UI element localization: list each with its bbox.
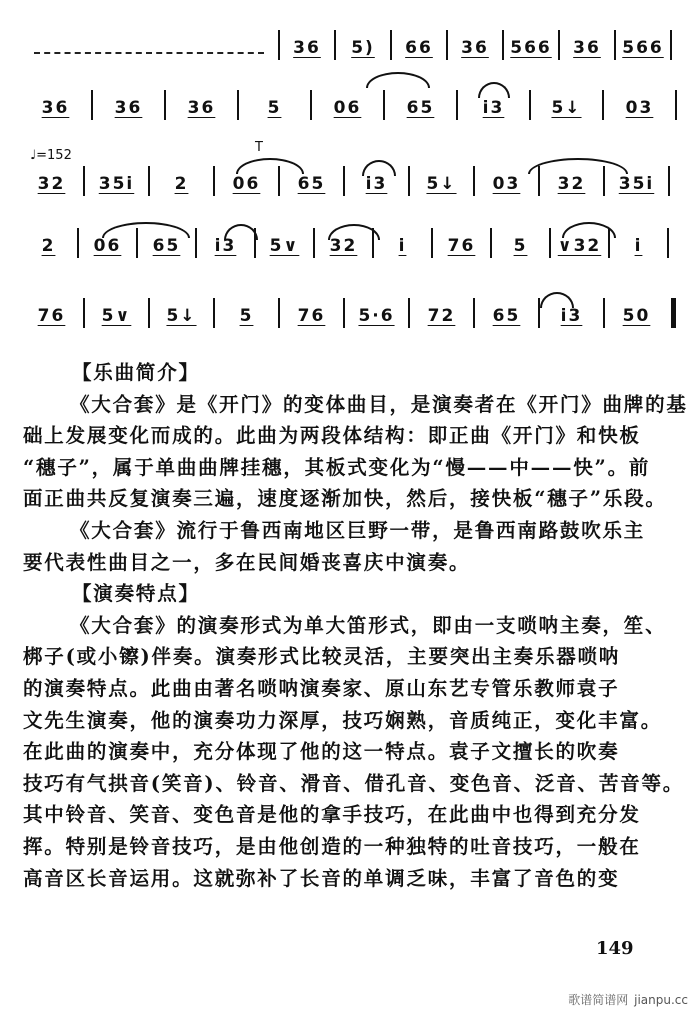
text-line: 《大合套》流行于鲁西南地区巨野一带，是鲁西南路鼓吹乐主 <box>70 518 646 542</box>
text-line: 《大合套》的演奏形式为单大笛形式，即由一支唢呐主奏，笙、 <box>70 613 667 637</box>
measure: i3 <box>214 236 237 256</box>
ornament-mark: T <box>255 140 263 155</box>
measure: 76 <box>37 306 66 326</box>
measure: 566 <box>622 38 664 58</box>
text-line: 技巧有气拱音(笑音)、铃音、滑音、借孔音、变色音、泛音、苦音等。 <box>23 771 685 795</box>
barline <box>671 298 676 328</box>
barline <box>668 166 670 196</box>
paragraph-features <box>23 610 690 894</box>
tempo-mark: ♩=152 <box>30 148 72 163</box>
score-row-1 <box>278 22 686 64</box>
measure: 5 <box>239 306 254 326</box>
text-line: 其中铃音、笑音、变色音是他的拿手技巧，在此曲中也得到充分发 <box>23 803 641 827</box>
text-line: 面正曲共反复演奏三遍，速度逐渐加快，然后，接快板“穗子”乐段。 <box>23 487 667 511</box>
measure: 2 <box>174 174 189 194</box>
measure: i <box>398 236 407 256</box>
measure: 32 <box>329 236 358 256</box>
measure: 36 <box>114 98 143 118</box>
measure: 5↓ <box>166 306 197 326</box>
measure: 66 <box>405 38 433 58</box>
measure: 5∨ <box>101 306 132 326</box>
measure: 03 <box>492 174 521 194</box>
measure: ∨32 <box>557 236 602 256</box>
measure: 5 <box>513 236 528 256</box>
measure: i3 <box>560 306 583 326</box>
measure: 65 <box>406 98 435 118</box>
measure: i3 <box>482 98 505 118</box>
text-line: 挥。特别是铃音技巧，是由他创造的一种独特的吐音技巧，一般在 <box>23 834 641 858</box>
measure: 5·6 <box>358 306 395 326</box>
jianpu-score <box>0 0 700 350</box>
barline <box>675 90 677 120</box>
text-line: 《大合套》是《开门》的变体曲目，是演奏者在《开门》曲牌的基 <box>70 392 688 416</box>
measure: 06 <box>333 98 362 118</box>
text-line: 文先生演奏，他的演奏功力深厚，技巧娴熟，音质纯正，变化丰富。 <box>23 708 663 732</box>
measure: 76 <box>297 306 326 326</box>
watermark-url: jianpu.cc <box>634 993 688 1007</box>
measure: 32 <box>557 174 586 194</box>
section-heading-features: 【演奏特点】 <box>72 582 200 606</box>
text-line: 高音区长音运用。这就弥补了长音的单调乏味，丰富了音色的变 <box>23 866 620 890</box>
measure: 5) <box>351 38 375 58</box>
measure: 65 <box>297 174 326 194</box>
measure: 36 <box>41 98 70 118</box>
measure: 566 <box>510 38 552 58</box>
staff-lead-line <box>34 52 264 54</box>
article-body <box>23 357 690 894</box>
measure: i3 <box>365 174 388 194</box>
section-heading-intro: 【乐曲简介】 <box>72 361 200 384</box>
paragraph-intro-1 <box>23 389 690 515</box>
measure: i <box>634 236 643 256</box>
measure: 36 <box>187 98 216 118</box>
measure: 5 <box>267 98 282 118</box>
barline <box>667 228 669 258</box>
watermark <box>568 991 688 1008</box>
slur-mark <box>366 72 430 88</box>
text-line: 要代表性曲目之一，多在民间婚丧喜庆中演奏。 <box>23 550 471 574</box>
measure: 36 <box>573 38 601 58</box>
text-line: 的演奏特点。此曲由著名唢呐演奏家、原山东艺专管乐教师袁子 <box>23 676 620 700</box>
measure: 32 <box>37 174 66 194</box>
measure: 50 <box>622 306 651 326</box>
page-number: 149 <box>596 938 634 959</box>
measure: 76 <box>447 236 476 256</box>
measure: 2 <box>41 236 56 256</box>
measure: 36 <box>293 38 321 58</box>
text-line: 梆子(或小镲)伴奏。演奏形式比较灵活，主要突出主奏乐器唢呐 <box>23 645 621 669</box>
measure: 5↓ <box>426 174 457 194</box>
measure: 36 <box>461 38 489 58</box>
measure: 5∨ <box>269 236 300 256</box>
barline <box>670 30 672 60</box>
measure: 65 <box>152 236 181 256</box>
measure: 03 <box>625 98 654 118</box>
text-line: 础上发展变化而成的。此曲为两段体结构：即正曲《开门》和快板 <box>23 424 641 448</box>
paragraph-intro-2 <box>23 515 690 578</box>
measure: 65 <box>492 306 521 326</box>
text-line: “穗子”，属于单曲曲牌挂穗，其板式变化为“慢——中——快”。前 <box>23 455 651 479</box>
measure: 5↓ <box>551 98 582 118</box>
measure: 35i <box>618 174 655 194</box>
measure: 06 <box>232 174 261 194</box>
text-line: 在此曲的演奏中，充分体现了他的这一特点。袁子文擅长的吹奏 <box>23 740 620 764</box>
measure: 06 <box>93 236 122 256</box>
score-row-5 <box>20 290 686 332</box>
watermark-site-name: 歌谱简谱网 <box>568 993 629 1007</box>
measure: 35i <box>98 174 135 194</box>
score-row-2 <box>20 82 686 124</box>
measure: 72 <box>427 306 456 326</box>
